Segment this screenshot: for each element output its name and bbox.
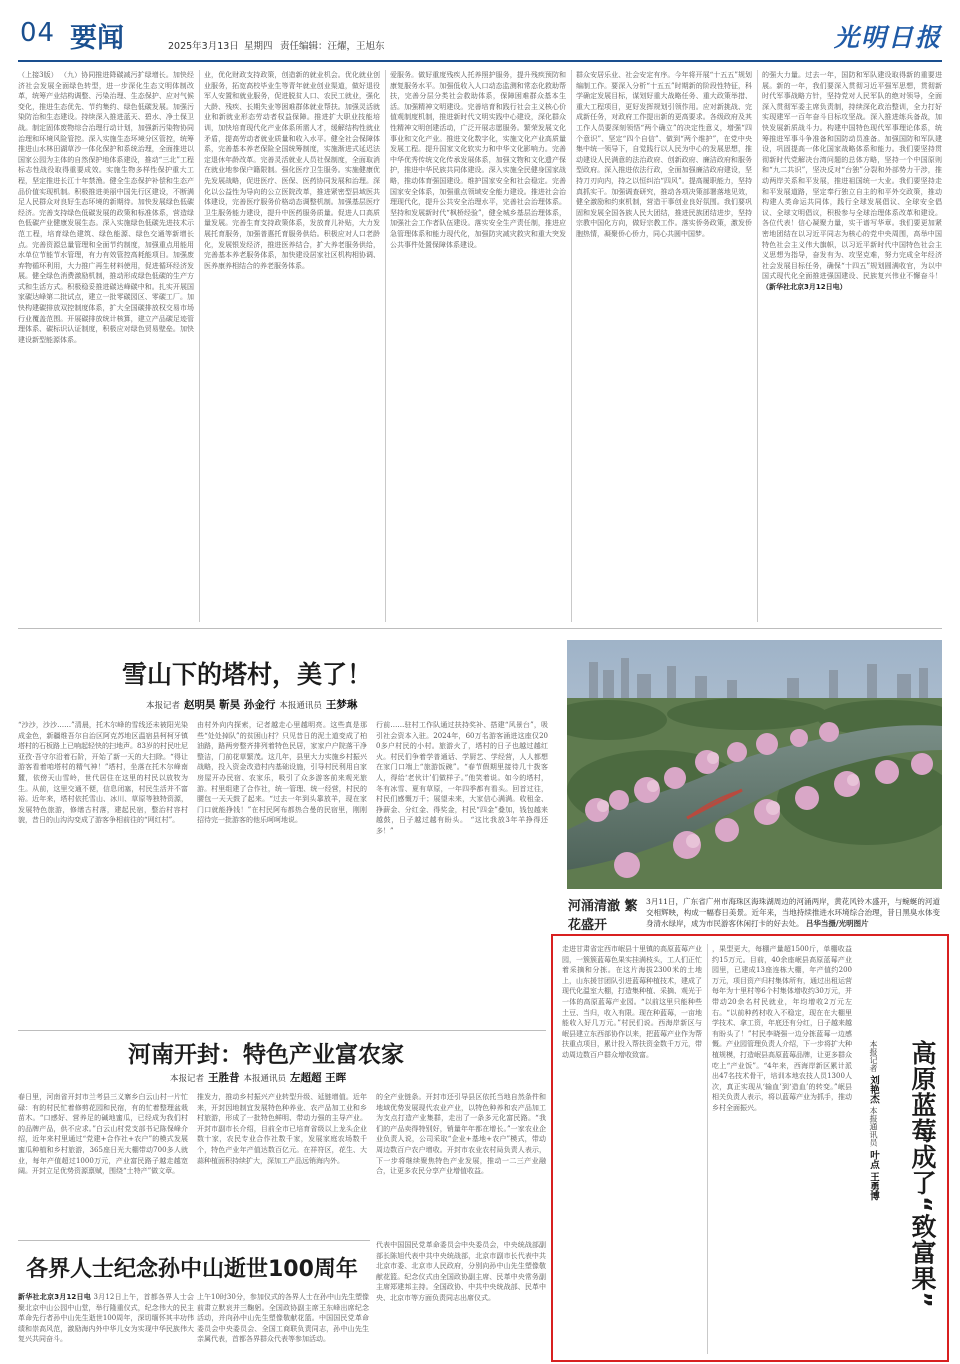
column-rule (385, 70, 386, 622)
top-news-column-2 (204, 70, 380, 622)
tower-village-column-1: “沙沙，沙沙……”清晨，托木尔峰的雪线还未被阳光染成金色，新疆维吾尔自治区阿克苏地区温宿县柯柯牙镇塔村的石板路上已响起轻快的扫地声。83岁的村民吐尼亚孜·吾守尔沿着石阶，开始了新一天的大扫除。“得让游客看着咱塔村的精气神！”塔村，坐落在托木尔峰南麓，依傍天山雪岭，世代居住在这里的村民以放牧为生。从前，这里交通不便，信息闭塞，村民生活并不富裕。近年来，塔村依托雪山、冰川、草原等独特资源，发展特色旅游，修缮古村落，建起民宿，整治村容村貌，昔日的山沟沟变成了游客争相前往的“网红村”。 (18, 721, 188, 825)
issue-date: 2025年3月13日 (168, 41, 239, 52)
top-news-signoff: （新华社北京3月12日电） (762, 282, 847, 291)
tower-village-headline: 雪山下的塔村，美了！ (122, 660, 373, 689)
column-rule (199, 70, 200, 622)
masthead (18, 14, 942, 60)
river-flowers-illustration (567, 640, 942, 889)
column-rule (571, 70, 572, 622)
newspaper-logo: 光明日报 (833, 23, 942, 52)
sun-yatsen-headline: 各界人士纪念孙中山逝世100周年 (26, 1257, 358, 1282)
sun-yatsen-column-3: 代表中国国民党革命委员会中央委员会，中央统战部副部长陈旭代表中共中央统战部，北京市副市长代表中共北京市委、北京市人民政府，分别向孙中山先生塑像敬献花篮。纪念仪式由全国政协副主席、民革中央常务副主席郑建邦主持。全国政协、中共中央统战部、民革中央、北京市等方面负责同志出席仪式。 (376, 1241, 546, 1302)
top-news-column-3 (390, 70, 566, 622)
kaifeng-column-1: 春日里，河南省开封市兰考县三义寨乡白云山村一片忙碌：有的村民忙着修剪花园和民宿，有的忙着整理盆栽苗木。“口感好、营养足的碱地蜜瓜，已经成为我们村的品牌产品，供不应求。”白云山村党支部书记陈保峰介绍，近年来村里通过“党建+合作社+农户”的模式发展蜜瓜种植和乡村旅游，365座日光大棚带动700多人就业，每年产值超过1000万元，产业富民路子越走越宽阔。开封立足优势资源禀赋，围绕“土特产”做文章。 (18, 1093, 188, 1176)
kaifeng-column-3: 的全产业链条。开封市还引导县区依托当地自然条件和地域优势发展现代农业产业，以特色种养和农产品加工为支点打造产业集群，走出了一条多元化富民路。“我们的产品卖得特别好，销量年年都在增长。”一家农业企业负责人说，公司采取“企业+基地+农户”模式，带动周边数百户农户增收。开封市农业农村局负责人表示，下一步将继续聚焦特色产业发展，推动一二三产业融合，让更多农民分享产业增值收益。 (376, 1093, 546, 1176)
tower-village-column-2: 由村外向内探索，记者越走心里越明亮。这些真是那些“处处掉队”的贫困山村？只见昔日的泥土道变成了柏油路，路两旁整齐排列着特色民居，家家户户院落干净整洁，门前花草繁茂。这几年，县里大力实施乡村振兴战略，投入资金改造村内基础设施，引导村民利用自家房屋开办民宿、农家乐，吸引了众多游客前来观光旅游。村里组建了合作社，统一管理、统一经营，村民的腰包一天天鼓了起来。“过去一年到头靠放羊，现在家门口就能挣钱！”在村民阿布都热合曼的民宿里，刚刚招待完一批游客的他乐呵呵地说。 (197, 721, 367, 825)
tower-village-byline: 本报记者 赵明昊 靳昊 孙金行 本报通讯员 王梦琳 (146, 699, 358, 711)
section-divider (18, 1240, 370, 1241)
blueberry-headline: 高原蓝莓成了“致富果” (908, 1040, 937, 1309)
kaifeng-headline: 河南开封：特色产业富农家 (128, 1042, 404, 1068)
river-flowers-photo (567, 640, 942, 889)
tower-village-column-3: 行前……驻村工作队通过扶持奖补、搭建“风景台”，吸引社会资本入驻。2024年，60万名游客涌进这座仅200多户村民的小村。旅游火了，塔村的日子也越过越红火。村民们争着学普通话、学厨艺、学经营，人人都想在家门口端上“旅游饭碗”。“春节假期里接待几十拨客人，得给‘老伙计’们做样子。”他笑着说。如今的塔村，冬有冰雪、夏有草原，一年四季都有看头。回首过往，村民们感慨万千；展望未来，大家信心满满。收租金、挣薪金、分红金、得奖金，村民“四金”叠加，钱包越来越鼓，日子越过越有盼头。 “这比我放3年羊挣得还多！” (376, 721, 548, 835)
continued-label: （上接3版） (18, 71, 58, 79)
top-news-col1-text: （九）协同推进降碳减污扩绿增长。加快经济社会发展全面绿色转型，进一步深化生态文明体制改革，统筹产业结构调整、污染治理、生态保护、应对气候变化，推进生态优先、节约集约、绿色低碳发展。加强污染防治和生态建设。持续深入推进蓝天、碧水、净土保卫战。制定固体废物综合治理行动计划，加强新污染物协同治理和环境风险管控。深入实施生态环境分区管控，统筹推进山水林田湖草沙一体化保护和系统治理，全面推进以国家公园为主体的自然保护地体系建设，推动“三北”工程标志性战役取得重要成效。实施生物多样性保护重大工程，坚定推进长江十年禁渔。健全生态保护补偿和生态产品价值实现机制。积极推进美丽中国先行区建设，不断满足人民群众对良好生态环境的新期待。加快发展绿色低碳经济。完善支持绿色低碳发展的政策和标准体系，营造绿色低碳产业健康发展生态。深入实施绿色低碳先进技术示范工程，培育绿色建筑、绿色能源、绿色交通等新增长点。完善资源总量管理和全面节约制度，加强重点用能用水单位节能节水管理，有力有效管控高耗能项目。加强废弃物循环利用，大力推广再生材料使用，促进循环经济发展。健全绿色消费激励机制，推动形成绿色低碳的生产方式和生活方式。积极稳妥推进碳达峰碳中和。扎实开展国家碳达峰第二批试点，建立一批零碳园区、零碳工厂。加快构建碳排放双控制度体系，扩大全国碳排放权交易市场行业覆盖范围。开展碳排放统计核算，建立产品碳足迹管理体系、碳标识认证制度，积极应对绿色贸易壁垒。加快建设新型能源体系。 (18, 71, 194, 344)
blueberry-column-2: ，果型更大，每棚产量超1500斤，单棚收益约15万元。目前，40余座岷县高原蓝莓产业园里，已建成13座连栋大棚，年产值约200万元，项目资产归村集体所有，通过出租运营每年为十里村等6个村集体增收约30万元，并带动20余名村民就业，年均增收2万元左右。“以前种药材收入不稳定，现在在大棚里学技术、拿工资，年底还有分红，日子越来越有盼头了！”村民李晓强一边分拣蓝莓一边感慨。产业园管理负责人介绍，下一步将扩大种植规模，打造岷县高原蓝莓品牌，让更多群众吃上“产业饭”。“4年来，西海岸新区累计派出47名技术骨干，培训本地农技人员1300人次，真正实现从‘输血’到‘造血’的转变。”岷县相关负责人表示，将以蓝莓产业为抓手，推动乡村全面振兴。 (712, 945, 852, 1112)
issue-weekday: 星期四 (244, 41, 273, 52)
top-news-col3-text: 爱服务。做好重度残疾人托养照护服务，提升残疾预防和康复服务水平。加强低收入人口动态监测和常态化救助帮扶，完善分层分类社会救助体系，保障困难群众基本生活。加强精神文明建设。完善培育和践行社会主义核心价值观制度机制，推进新时代文明实践中心建设，深化群众性精神文明创建活动，广泛开展志愿服务。繁荣发展文化事业和文化产业。推进文化数字化，实施文化产业高质量发展工程。提升国家文化软实力和中华文化影响力。完善中华优秀传统文化传承发展体系，加强文物和文化遗产保护，推进中华民族共同体建设。深入实施全民健身国家战略，推动体育强国建设。维护国家安全和社会稳定。完善国家安全体系，加强重点领域安全能力建设。推进社会治理现代化，提升公共安全治理水平，完善社会治理体系。坚持和发展新时代“枫桥经验”，健全城乡基层治理体系，加强社会工作者队伍建设。落实安全生产责任制，推进应急管理体系和能力现代化，加强防灾减灾救灾和重大突发公共事件处置保障体系建设。 (390, 71, 566, 249)
top-news-col5-text: 的强大力量。过去一年，国防和军队建设取得新的重要进展。新的一年，我们要深入贯彻习近平强军思想，贯彻新时代军事战略方针，坚持党对人民军队的绝对领导，全面深入贯彻军委主席负责制，持续深化政治整训，全力打好实现建军一百年奋斗目标攻坚战。深入推进练兵备战，加快发展新质战斗力。构建中国特色现代军事理论体系，统筹推进军事斗争准备和国防动员准备。加强国防和军队建设，巩固提高一体化国家战略体系和能力。我们要坚持贯彻新时代党解决台湾问题的总体方略，坚持一个中国原则和“九二共识”，坚决反对“台独”分裂和外部势力干涉，推动两岸关系和平发展，推进祖国统一大业。我们要坚持走和平发展道路，坚定奉行独立自主的和平外交政策，推动构建人类命运共同体，践行全球发展倡议、全球安全倡议、全球文明倡议，积极参与全球治理体系改革和建设。各位代表！信心凝聚力量，实干谱写华章。我们要更加紧密地团结在以习近平同志为核心的党中央周围，高举中国特色社会主义伟大旗帜，以习近平新时代中国特色社会主义思想为指导，奋发有为、攻坚克难，努力完成全年经济社会发展目标任务，确保“十四五”规划圆满收官，为以中国式现代化全面推进强国建设、民族复兴伟业不懈奋斗！ (762, 71, 942, 281)
photo-caption: 3月11日，广东省广州市海珠区海珠湖周边的河涌两岸，黄花风铃木盛开，与蜿蜒的河道交相辉映，构成一幅春日美景。近年来，当地持续推进水环境综合治理，昔日黑臭水体变身清水绿岸，成为市民游客休闲打卡的好去处。 吕华当摄/光明图片 (646, 897, 940, 928)
photo-credit: 吕华当摄/光明图片 (805, 919, 869, 928)
top-news-column-1 (18, 70, 194, 622)
top-news-column-5 (762, 70, 942, 622)
kaifeng-byline: 本报记者 王胜昔 本报通讯员 左超超 王晖 (170, 1072, 347, 1084)
top-news-col2-text: 业，优化财政支持政策，创造新的就业机会。优化就业创业服务，拓宽高校毕业生等青年就业创业渠道，做好退役军人安置和就业服务，促进脱贫人口、农民工就业，强化大龄、残疾、长期失业等困难群体就业帮扶。加强灵活就业和新就业形态劳动者权益保障。推进扩大职业技能培训，加快培育现代化产业体系所需人才，缓解结构性就业矛盾，提高劳动者就业质量和收入水平。健全社会保障体系，完善基本养老保险全国统筹制度，实施渐进式延迟法定退休年龄改革。完善灵活就业人员社保制度，全面取消在就业地参保户籍限制。强化医疗卫生服务。实施健康优先发展战略，促进医疗、医保、医药协同发展和治理。深化以公益性为导向的公立医院改革，推进紧密型县域医共体建设，完善医疗服务价格动态调整机制。加强基层医疗卫生服务能力建设，提升中医药服务质量。促进人口高质量发展。完善生育支持政策体系，发放育儿补贴，大力发展托育服务，加强普惠托育服务供给。积极应对人口老龄化，发展银发经济，推进医养结合，扩大养老服务供给，完善基本养老服务体系，加快建设居家社区机构相协调、医养康养相结合的养老服务体系。 (204, 71, 380, 270)
responsible-editors: 责任编辑：汪燿，王旭东 (280, 41, 385, 52)
section-title: 要闻 (70, 23, 124, 54)
page-number: 04 (20, 18, 56, 48)
section-divider (18, 1030, 546, 1031)
photo-caption-title: 河涌清澈 繁花盛开 (568, 899, 638, 933)
section-divider (18, 628, 942, 629)
masthead-rule (18, 60, 942, 62)
column-rule (757, 70, 758, 622)
blueberry-column-1: 走进甘肃省定西市岷县十里镇的高原蓝莓产业园，一簇簇蓝莓色果实挂满枝头，工人们正忙着采摘和分拣。在这片海拔2300米的土地上，山东援甘团队引进蓝莓种植技术，建成了现代化温室大棚，打造集种植、采摘、观光于一体的高原蓝莓产业园。“以前这里只能种些土豆、当归，收入有限。现在种蓝莓，一亩地能收入好几万元。”村民们说。西海岸新区与岷县建立东西部协作以来，把蓝莓产业作为帮扶重点项目，累计投入帮扶资金数千万元，带动周边数百户群众增收致富。 (562, 945, 702, 1059)
kaifeng-column-2: 推发力，推动乡村振兴产业转型升级、延链增值。近年来，开封因地制宜发展特色种养业、农产品加工业和乡村旅游，形成了一批特色鲜明、带动力强的主导产业。开封市副市长介绍，目前全市已培育省级以上龙头企业数十家，农民专业合作社数千家，发展家庭农场数千个，特色产业年产值达数百亿元。在祥符区，花生、大蒜种植面积持续扩大，深加工产品远销海内外。 (197, 1093, 367, 1165)
top-news-col4-text: 群众安居乐业、社会安定有序。今年将开展“十五五”规划编制工作。要深入分析“十五五”时期新的阶段性特征，科学确定发展目标，谋划好重大战略任务、重大政策举措、重大工程项目，更好发挥规划引领作用。应对新挑战、完成新任务，对政府工作提出新的更高要求。各级政府及其工作人员要深刻领悟“两个确立”的决定性意义，增强“四个意识”、坚定“四个自信”、做到“两个维护”，在党中央集中统一领导下，自觉践行以人民为中心的发展思想，推动建设人民满意的法治政府、创新政府、廉洁政府和服务型政府。深入推进依法行政，全面加强廉洁政府建设，坚持刀刃向内，持之以恒纠治“四风”。提高履职能力，坚持真抓实干。加强调查研究，推动各项决策部署落地见效，健全激励和约束机制，营造干事创业良好氛围。我们要巩固和发展全国各族人民大团结，推进民族团结进步，坚持宗教中国化方向，做好宗教工作。落实侨务政策，激发侨胞热情，凝聚侨心侨力，同心共圆中国梦。 (576, 71, 752, 238)
sun-yatsen-column-1: 新华社北京3月12日电 3月12日上午，首都各界人士会聚北京中山公园中山堂，举行隆重仪式，纪念伟大的民主革命先行者孙中山先生逝世100周年，深切缅怀其丰功伟绩和崇高风范，激励海内外中华儿女为实现中华民族伟大复兴共同奋斗。 (18, 1293, 194, 1344)
sun-yatsen-dateline: 新华社北京3月12日电 (18, 1293, 92, 1301)
column-rule (707, 944, 708, 1354)
blueberry-byline: 本报记者刘艳杰本报通讯员叶点 王勇博 (868, 1040, 879, 1201)
sun-yatsen-column-2: 上午10时30分，参加仪式的各界人士在孙中山先生塑像前肃立默哀并三鞠躬。全国政协副主席王东峰出席纪念活动，并向孙中山先生塑像敬献花篮。中国国民党革命委员会中央委员会、全国工商联负责同志，孙中山先生亲属代表，首都各界群众代表等参加活动。 (197, 1293, 369, 1344)
top-news-column-4 (576, 70, 752, 622)
